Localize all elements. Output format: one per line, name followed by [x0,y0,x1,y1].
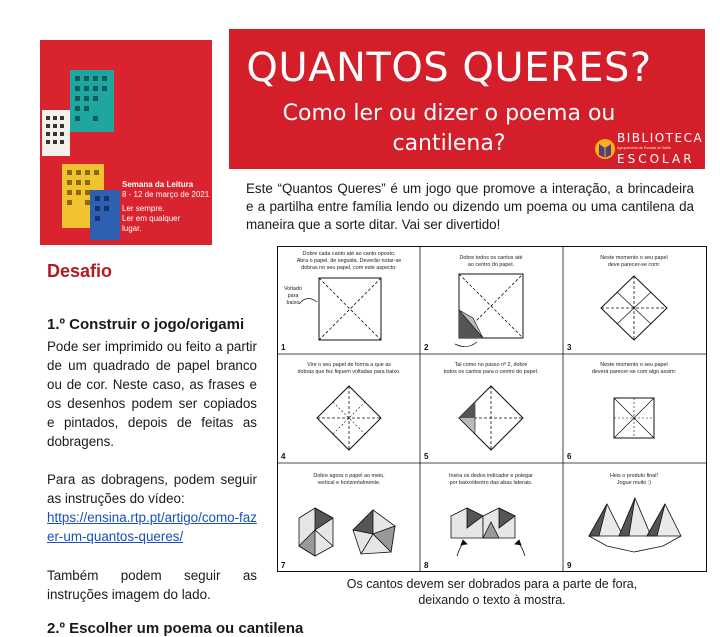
step-7-number: 7 [281,561,286,570]
banner-subtitle-1: Como ler ou dizer o poema ou [282,101,616,126]
step-6-caption [592,362,676,375]
svg-text:Dobre cada canto até ao canto: Dobre cada canto até ao canto oposto. [302,251,396,257]
logo-line-2: Agrupamento de Escolas de Sátão [617,146,672,150]
origami-instructions-diagram [277,246,707,572]
step2-title: 2.º Escolher um poema ou cantilena [47,620,304,637]
svg-text:Neste momento o seu papel: Neste momento o seu papel [600,255,668,261]
step-3-caption [600,255,667,268]
banner-title: QUANTOS QUERES? [246,45,652,91]
poster-event: Semana da Leitura [122,180,194,189]
title-banner [229,29,705,169]
banner-subtitle-2: cantilena? [392,131,506,156]
video-intro: Para as dobragens, podem seguir as instruções do vídeo: [47,472,257,506]
step-1-number: 1 [281,343,286,352]
step-2-caption [460,255,523,268]
diagram-caption-line-2: deixando o texto à mostra. [418,593,566,607]
challenge-heading: Desafio [47,261,113,281]
svg-text:Tal como no passo nº 2, dobre: Tal como no passo nº 2, dobre [454,362,528,368]
semana-leitura-poster [40,40,212,245]
svg-text:Insira os dedos indicador e po: Insira os dedos indicador e polegar [449,473,533,479]
step-5-number: 5 [424,452,429,461]
svg-text:Jogue muito :): Jogue muito :) [616,480,652,486]
biblioteca-escolar-logo [593,129,704,169]
svg-text:dobras que fez fiquem voltadas: dobras que fez fiquem voltadas para baixo. [297,369,401,375]
logo-line-3: ESCOLAR [617,152,695,166]
image-note: Também podem seguir as instruções imagem do lado. [47,568,257,602]
origami-steps-svg [277,246,707,572]
step-5-caption [444,362,539,375]
step-1-caption [297,251,402,271]
diagram-caption [300,576,684,608]
step-6-number: 6 [567,452,572,461]
svg-text:deve parecer-se com:: deve parecer-se com: [607,262,661,268]
diagram-caption-line-1: Os cantos devem ser dobrados para a parte de fora, [346,577,638,591]
step-3-number: 3 [567,343,572,352]
step-6-drawing [614,398,654,438]
svg-text:Abra o papel, de seguida. Deve: Abra o papel, de seguida. Deverão notar-se [296,258,402,264]
poster-slogan-2: Ler em qualquer [122,214,181,223]
svg-text:Dobre agora o papel ao meio,: Dobre agora o papel ao meio, [313,473,385,479]
poster-slogan-1: Ler sempre. [122,204,165,213]
svg-text:Voltado: Voltado [284,286,302,292]
poster-slogan-3: lugar. [122,224,142,233]
step-2-number: 2 [424,343,429,352]
step1-text: Pode ser imprimido ou feito a partir de um quadrado de papel branco ou de cor. Neste caso, as frases e os desenhos podem ser copiados e pintados, depois de feitas as dobragens. [47,339,257,449]
poster-dates: 8 - 12 de março de 2021 [122,190,210,199]
svg-text:deverá parecer-se com algo ass: deverá parecer-se com algo assim: [591,369,677,375]
svg-text:Neste momento o seu papel: Neste momento o seu papel [600,362,668,368]
step1-title: 1.º Construir o jogo/origami [47,316,245,333]
video-paragraph [47,470,257,546]
step-9-number: 9 [567,561,572,570]
svg-text:dobras no seu papel, com este: dobras no seu papel, com este aspecto: [301,265,397,271]
video-link[interactable]: https://ensina.rtp.pt/artigo/como-fazer-um-quantos-queres/ [47,510,257,544]
intro-paragraph: Este “Quantos Queres” é um jogo que promove a interação, a brincadeira e a partilha entre família lendo ou dizendo um poema ou uma cantilena da maneira que a sorte ditar. Vai ser divertido! [246,181,694,232]
svg-text:ao centro do papel.: ao centro do papel. [467,262,515,268]
svg-text:Heis o produto final!: Heis o produto final! [610,473,658,479]
step-4-number: 4 [281,452,286,461]
step-8-caption [449,473,533,486]
step-8-number: 8 [424,561,429,570]
svg-text:para: para [287,293,299,299]
svg-text:vertical e horizontalmente.: vertical e horizontalmente. [317,480,381,486]
svg-text:Dobre todos os cantos até: Dobre todos os cantos até [459,255,523,261]
logo-line-1: BIBLIOTECA [617,131,704,145]
svg-text:baixo: baixo [286,300,300,306]
svg-text:todos os cantos para o centro: todos os cantos para o centro do papel. [443,369,539,375]
step-7-caption [313,473,385,486]
step-4-caption [297,362,400,375]
svg-text:Vire o seu papel de forma a qu: Vire o seu papel de forma a que as [307,362,391,368]
svg-text:por baixo/dentro das abas late: por baixo/dentro das abas laterais. [449,480,533,486]
